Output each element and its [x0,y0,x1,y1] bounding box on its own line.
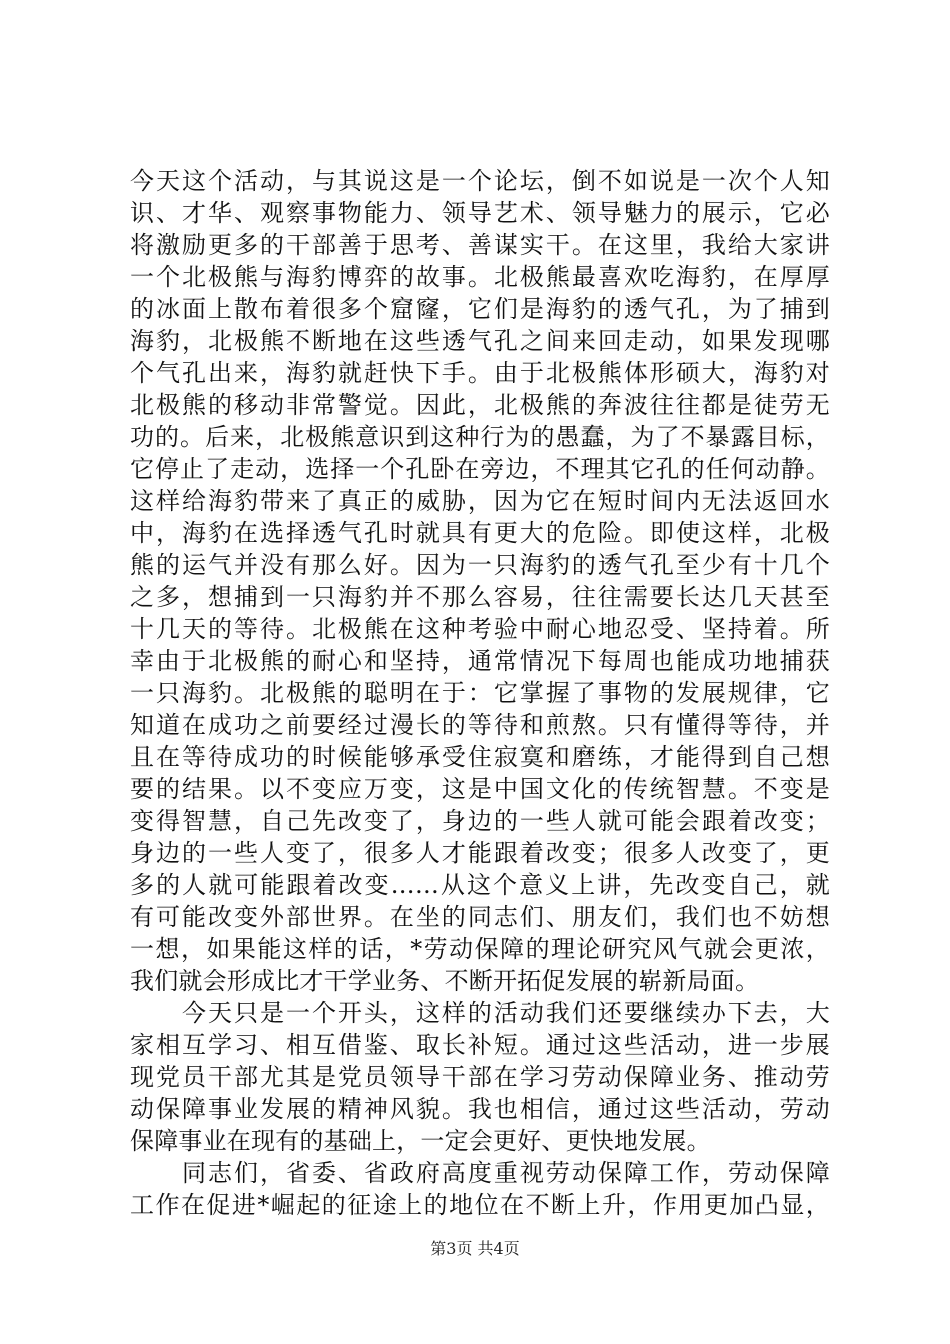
text-line-30: 动保障事业发展的精神风貌。我也相信，通过这些活动，劳动 [130,1095,830,1123]
text-line-18: 知道在成功之前要经过漫长的等待和煎熬。只有懂得等待，并 [130,711,830,739]
text-line-11: 这样给海豹带来了真正的威胁，因为它在短时间内无法返回水 [130,487,830,515]
text-line-33: 工作在促进*崛起的征途上的地位在不断上升，作用更加凸显， [130,1191,830,1219]
text-line-7: 个气孔出来，海豹就赶快下手。由于北极熊体形硕大，海豹对 [130,359,830,387]
page-footer [0,1239,950,1259]
text-line-27: 今天只是一个开头，这样的活动我们还要继续办下去，大 [130,999,830,1027]
text-line-4: 一个北极熊与海豹博弈的故事。北极熊最喜欢吃海豹，在厚厚 [130,263,830,291]
text-line-3: 将激励更多的干部善于思考、善谋实干。在这里，我给大家讲 [130,231,830,259]
text-line-10: 它停止了走动，选择一个孔卧在旁边，不理其它孔的任何动静。 [130,455,830,483]
text-line-15: 十几天的等待。北极熊在这种考验中耐心地忍受、坚持着。所 [130,615,830,643]
text-line-23: 多的人就可能跟着改变……从这个意义上讲，先改变自己，就 [130,871,830,899]
text-line-28: 家相互学习、相互借鉴、取长补短。通过这些活动，进一步展 [130,1031,830,1059]
text-line-22: 身边的一些人变了，很多人才能跟着改变；很多人改变了，更 [130,839,830,867]
text-line-8: 北极熊的移动非常警觉。因此，北极熊的奔波往往都是徒劳无 [130,391,830,419]
text-line-29: 现党员干部尤其是党员领导干部在学习劳动保障业务、推动劳 [130,1063,830,1091]
text-line-25: 一想，如果能这样的话，*劳动保障的理论研究风气就会更浓， [130,935,830,963]
text-line-2: 识、才华、观察事物能力、领导艺术、领导魅力的展示，它必 [130,199,830,227]
text-line-16: 幸由于北极熊的耐心和坚持，通常情况下每周也能成功地捕获 [130,647,830,675]
text-line-13: 熊的运气并没有那么好。因为一只海豹的透气孔至少有十几个 [130,551,830,579]
text-line-24: 有可能改变外部世界。在坐的同志们、朋友们，我们也不妨想 [130,903,830,931]
text-line-19: 且在等待成功的时候能够承受住寂寞和磨练，才能得到自己想 [130,743,830,771]
text-line-14: 之多，想捕到一只海豹并不那么容易，往往需要长达几天甚至 [130,583,830,611]
text-line-9: 功的。后来，北极熊意识到这种行为的愚蠢，为了不暴露目标， [130,423,830,451]
text-line-21: 变得智慧，自己先改变了，身边的一些人就可能会跟着改变； [130,807,830,835]
body-text [130,165,830,1221]
text-line-26: 我们就会形成比才干学业务、不断开拓促发展的崭新局面。 [130,967,760,995]
text-line-1: 今天这个活动，与其说这是一个论坛，倒不如说是一次个人知 [130,167,830,195]
page-number-label: 第3页 共4页 [430,1239,520,1258]
text-line-20: 要的结果。以不变应万变，这是中国文化的传统智慧。不变是 [130,775,830,803]
text-line-12: 中，海豹在选择透气孔时就具有更大的危险。即使这样，北极 [130,519,830,547]
text-line-31: 保障事业在现有的基础上，一定会更好、更快地发展。 [130,1127,711,1155]
text-line-17: 一只海豹。北极熊的聪明在于：它掌握了事物的发展规律，它 [130,679,830,707]
text-line-5: 的冰面上散布着很多个窟窿，它们是海豹的透气孔，为了捕到 [130,295,830,323]
text-line-32: 同志们，省委、省政府高度重视劳动保障工作，劳动保障 [130,1159,830,1187]
text-line-6: 海豹，北极熊不断地在这些透气孔之间来回走动，如果发现哪 [130,327,830,355]
